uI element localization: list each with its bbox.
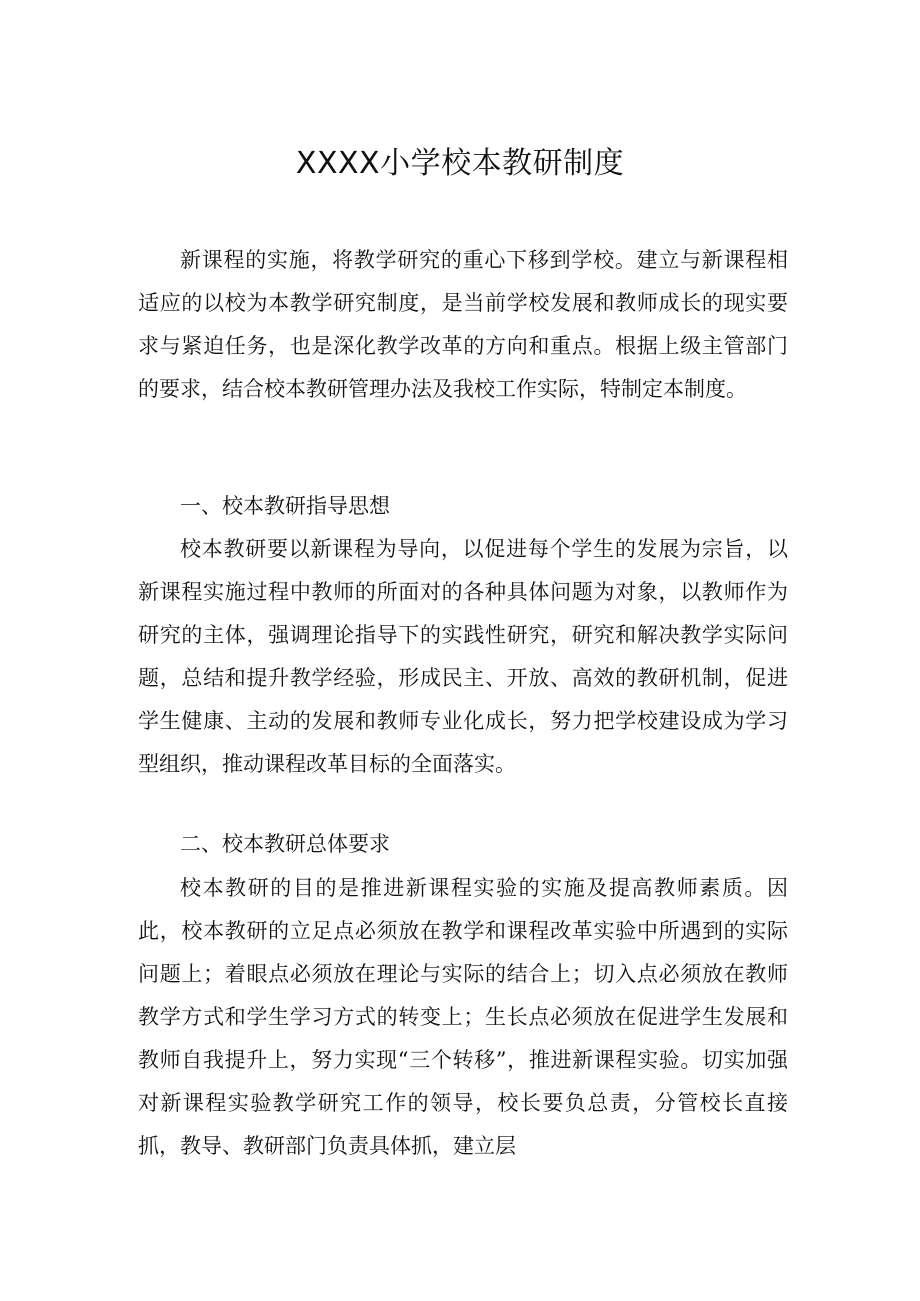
section-2-heading: 二、校本教研总体要求 xyxy=(180,832,390,856)
section-1-heading: 一、校本教研指导思想 xyxy=(180,494,390,518)
intro-paragraph: 新课程的实施，将教学研究的重心下移到学校。建立与新课程相适应的以校为本教学研究制度，是当前学校发展和教师成长的现实要求与紧迫任务，也是深化教学改革的方向和重点。根据上级主管部门的要求，结合校本教研管理办法及我校工作实际，特制定本制度。 xyxy=(138,248,788,401)
section-1-body-block xyxy=(138,528,788,786)
document-title: XXXX小学校本教研制度 xyxy=(295,146,625,181)
section-2-body-block xyxy=(138,867,788,1168)
intro-block xyxy=(138,239,788,411)
section-1 xyxy=(138,485,788,528)
section-2 xyxy=(138,823,788,866)
section-1-paragraph: 校本教研要以新课程为导向，以促进每个学生的发展为宗旨，以新课程实施过程中教师的所面对的各种具体问题为对象，以教师作为研究的主体，强调理论指导下的实践性研究，研究和解决教学实际问题，总结和提升教学经验，形成民主、开放、高效的教研机制，促进学生健康、主动的发展和教师专业化成长，努力把学校建设成为学习型组织，推动课程改革目标的全面落实。 xyxy=(138,537,788,776)
section-2-paragraph: 校本教研的目的是推进新课程实验的实施及提高教师素质。因此，校本教研的立足点必须放在教学和课程改革实验中所遇到的实际问题上；着眼点必须放在理论与实际的结合上；切入点必须放在教师教学方式和学生学习方式的转变上；生长点必须放在促进学生发展和教师自我提升上，努力实现“三个转移”，推进新课程实验。切实加强对新课程实验教学研究工作的领导，校长要负总责，分管校长直接抓，教导、教研部门负责具体抓，建立层 xyxy=(138,876,788,1158)
